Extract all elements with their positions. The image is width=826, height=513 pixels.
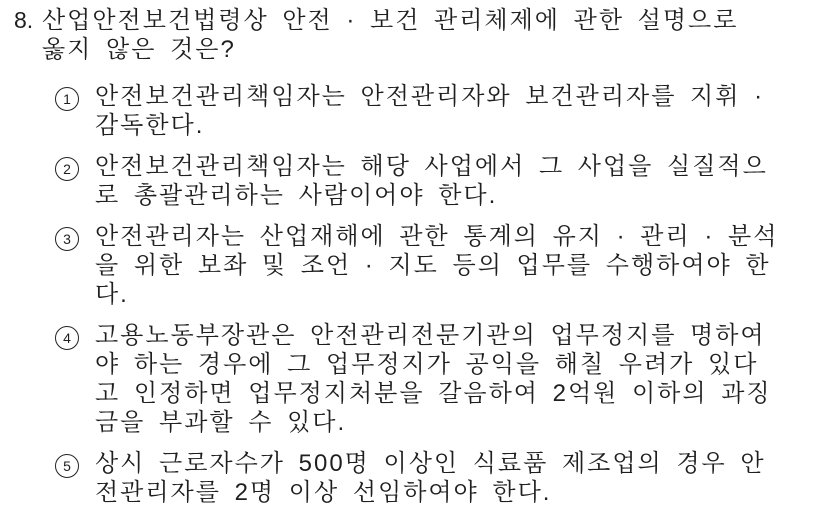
circled-number-icon: 1: [55, 87, 79, 111]
choice-text-line: 야 하는 경우에 그 업무정지가 공익을 해칠 우려가 있다: [95, 351, 759, 378]
choice-text-line: 고용노동부장관은 안전관리전문기관의 업무정지를 명하여: [95, 322, 766, 349]
choice-text-line: 안전보건관리책임자는 안전관리자와 보건관리자를 지휘 ·: [95, 83, 765, 110]
choice-item-1: [14, 82, 818, 140]
choice-text-line: 을 위한 보좌 및 조언 · 지도 등의 업무를 수행하여야 한: [95, 252, 771, 279]
choice-text-line: 안전보건관리책임자는 해당 사업에서 그 사업을 실질적으: [95, 153, 768, 180]
choice-marker-2: [14, 152, 95, 181]
choice-item-2: [14, 152, 818, 210]
choice-marker-3: [14, 222, 95, 251]
choice-text-line: 다.: [95, 281, 129, 308]
choice-item-4: [14, 321, 818, 437]
question-number: 8.: [14, 7, 34, 33]
choice-text-4: [95, 321, 818, 437]
question-block: [14, 6, 818, 64]
choice-marker-5: [14, 449, 95, 478]
choice-text-2: [95, 152, 818, 210]
question-text-line: 옳지 않은 것은?: [42, 36, 236, 63]
circled-number-icon: 2: [55, 157, 79, 181]
choice-text-line: 고 인정하면 업무정지처분을 갈음하여 2억원 이하의 과징: [95, 380, 772, 407]
circled-number-icon: 4: [55, 326, 79, 350]
question-text: [42, 6, 818, 64]
choice-text-3: [95, 222, 818, 309]
choice-marker-1: [14, 82, 95, 111]
choice-text-5: [95, 449, 818, 507]
choice-text-1: [95, 82, 818, 140]
choice-text-line: 감독한다.: [95, 112, 205, 139]
choice-item-5: [14, 449, 818, 507]
question-text-line: 산업안전보건법령상 안전 · 보건 관리체제에 관한 설명으로: [42, 7, 739, 34]
choice-text-line: 로 총괄관리하는 사람이어야 한다.: [95, 182, 498, 209]
choice-text-line: 금을 부과할 수 있다.: [95, 409, 347, 436]
choice-text-line: 상시 근로자수가 500명 이상인 식료품 제조업의 경우 안: [95, 450, 766, 477]
choice-text-line: 안전관리자는 산업재해에 관한 통계의 유지 · 관리 · 분석: [95, 223, 779, 250]
choice-item-3: [14, 222, 818, 309]
circled-number-icon: 5: [55, 454, 79, 478]
choice-marker-4: [14, 321, 95, 350]
circled-number-icon: 3: [55, 227, 79, 251]
choice-text-line: 전관리자를 2명 이상 선임하여야 한다.: [95, 479, 552, 506]
